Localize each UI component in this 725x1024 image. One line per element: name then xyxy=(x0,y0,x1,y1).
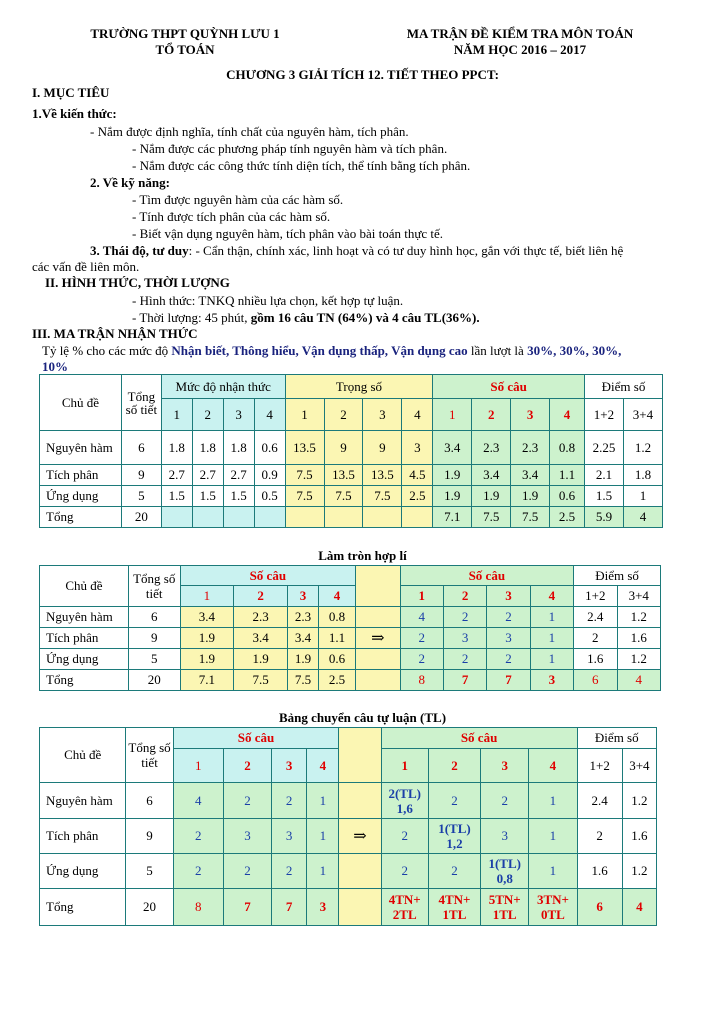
cell: 1.2 xyxy=(622,854,656,889)
department: TỔ TOÁN xyxy=(155,42,215,57)
level-header: 2 xyxy=(428,749,480,783)
table-row xyxy=(40,819,657,854)
cell: 1.9 xyxy=(180,628,234,649)
cell: 2.5 xyxy=(550,507,585,528)
time-prefix: - Thời lượng: 45 phút, xyxy=(132,310,251,325)
col-header-score: Điểm số xyxy=(574,566,661,586)
cell: 7.5 xyxy=(234,670,288,691)
level-header: 1 xyxy=(381,749,428,783)
cell: 7.5 xyxy=(285,465,324,486)
count-header: 4 xyxy=(550,399,585,431)
cell: 2 xyxy=(443,649,486,670)
cell: 4 xyxy=(623,507,662,528)
skill-item: - Biết vận dụng nguyên hàm, tích phân vào bài toán thực tế. xyxy=(132,226,444,241)
cell: 2.25 xyxy=(584,431,623,465)
ratio-levels: Nhận biết, Thông hiểu, Vận dụng thấp, Vận dụng cao xyxy=(171,343,468,358)
cell: 5.9 xyxy=(584,507,623,528)
col-header-count: Số câu xyxy=(173,728,339,749)
cell: 1.9 xyxy=(433,486,472,507)
knowledge-item: - Nắm được các phương pháp tính nguyên hàm và tích phân. xyxy=(132,141,448,156)
col-header-count: Số câu xyxy=(433,375,585,399)
arrow-icon: ⇒ xyxy=(339,819,381,854)
level-header: 3 xyxy=(272,749,307,783)
col-header-topic: Chủ đề xyxy=(40,375,122,431)
document-title: MA TRẬN ĐỀ KIỂM TRA MÔN TOÁN xyxy=(406,26,634,41)
cell: 1.6 xyxy=(577,854,622,889)
cell: 2 xyxy=(577,819,622,854)
col-header-count: Số câu xyxy=(180,566,356,586)
weight-header: 1 xyxy=(285,399,324,431)
cell: 1.2 xyxy=(617,649,661,670)
weight-header: 4 xyxy=(402,399,433,431)
level-header: 4 xyxy=(530,586,573,607)
cell: 7.1 xyxy=(180,670,234,691)
cell: 1.8 xyxy=(623,465,662,486)
cell: 0.9 xyxy=(254,465,285,486)
col-header-levels: Mức độ nhận thức xyxy=(161,375,285,399)
cell: 1.9 xyxy=(511,486,550,507)
cell: 13.5 xyxy=(363,465,402,486)
cell: 1.5 xyxy=(161,486,192,507)
col-header-total: Tổng số tiết xyxy=(121,375,161,431)
cell: 2 xyxy=(400,649,443,670)
cell: 2 xyxy=(173,819,223,854)
col-header-topic: Chủ đề xyxy=(40,728,126,783)
cell: 2 xyxy=(574,628,617,649)
cell: 7.5 xyxy=(472,507,511,528)
skill-item: - Tính được tích phân của các hàm số. xyxy=(132,209,331,224)
cell: 2(TL) 1,6 xyxy=(381,783,428,819)
cell: 1.2 xyxy=(622,783,656,819)
weight-header: 2 xyxy=(324,399,363,431)
cell: 0.6 xyxy=(550,486,585,507)
count-header: 3 xyxy=(511,399,550,431)
cell: 2 xyxy=(381,819,428,854)
level-header: 2 xyxy=(234,586,288,607)
cognitive-matrix-table xyxy=(39,374,663,528)
cell: 3 xyxy=(402,431,433,465)
cell: 1.6 xyxy=(617,628,661,649)
cell: 1 xyxy=(529,854,577,889)
score-header: 1+2 xyxy=(584,399,623,431)
cell: 1.9 xyxy=(234,649,288,670)
cell: 1 xyxy=(529,783,577,819)
attitude-line xyxy=(90,243,623,259)
skill-title: 2. Về kỹ năng: xyxy=(90,175,170,190)
cell: 1 xyxy=(307,854,339,889)
ratio-line xyxy=(42,343,621,359)
cell: 3.4 xyxy=(234,628,288,649)
section-3-title: III. MA TRẬN NHẬN THỨC xyxy=(32,326,198,341)
knowledge-title: 1.Về kiến thức: xyxy=(32,106,117,121)
row-total: 6 xyxy=(126,783,173,819)
cell: 2 xyxy=(223,783,271,819)
cell: 2 xyxy=(223,854,271,889)
cell: 2 xyxy=(272,783,307,819)
col-header-score: Điểm số xyxy=(584,375,662,399)
level-header: 1 xyxy=(180,586,234,607)
form-line: - Hình thức: TNKQ nhiều lựa chọn, kết hợp tự luận. xyxy=(132,293,404,308)
cell: 2 xyxy=(400,628,443,649)
attitude-text: : - Cẩn thận, chính xác, linh hoạt và có tư duy hình học, gắn với thực tế, biết liên hệ xyxy=(188,243,624,258)
cell: 6 xyxy=(574,670,617,691)
cell: 2.3 xyxy=(234,607,288,628)
cell: 8 xyxy=(400,670,443,691)
cell: 2 xyxy=(173,854,223,889)
cell: 1 xyxy=(529,819,577,854)
cell: 1.1 xyxy=(550,465,585,486)
cell: 13.5 xyxy=(324,465,363,486)
cell: 1 xyxy=(623,486,662,507)
cell: 2.5 xyxy=(402,486,433,507)
cell: 3 xyxy=(307,889,339,926)
rounding-table-title: Làm tròn hợp lí xyxy=(318,548,407,563)
level-header: 2 xyxy=(192,399,223,431)
row-total: 20 xyxy=(128,670,180,691)
row-total: 20 xyxy=(121,507,161,528)
cell: 2 xyxy=(428,783,480,819)
cell: 5TN+ 1TL xyxy=(481,889,529,926)
row-topic: Ứng dụng xyxy=(40,854,126,889)
row-topic: Nguyên hàm xyxy=(40,783,126,819)
cell: 2.3 xyxy=(287,607,318,628)
cell: 2 xyxy=(487,649,530,670)
chapter-title: CHƯƠNG 3 GIẢI TÍCH 12. TIẾT THEO PPCT: xyxy=(226,67,499,82)
cell: 7.5 xyxy=(324,486,363,507)
school-year: NĂM HỌC 2016 – 2017 xyxy=(453,42,587,57)
cell: 1 xyxy=(530,607,573,628)
cell: 3 xyxy=(223,819,271,854)
cell: 3 xyxy=(272,819,307,854)
cell: 3.4 xyxy=(472,465,511,486)
table-row xyxy=(40,465,663,486)
cell: 1(TL) 0,8 xyxy=(481,854,529,889)
cell: 4TN+ 1TL xyxy=(428,889,480,926)
section-2-title: II. HÌNH THỨC, THỜI LƯỢNG xyxy=(45,275,230,290)
cell: 0.6 xyxy=(318,649,355,670)
col-header-weight: Trọng số xyxy=(285,375,433,399)
col-header-topic: Chủ đề xyxy=(40,566,129,607)
table-row xyxy=(40,607,661,628)
ratio-values: 30%, 30%, 30%, xyxy=(527,343,622,358)
cell: 1.9 xyxy=(287,649,318,670)
cell: 0.6 xyxy=(254,431,285,465)
cell: 1.5 xyxy=(584,486,623,507)
level-header: 2 xyxy=(443,586,486,607)
level-header: 1 xyxy=(400,586,443,607)
level-header: 3 xyxy=(481,749,529,783)
cell: 1.8 xyxy=(161,431,192,465)
cell: 9 xyxy=(324,431,363,465)
cell: 1.8 xyxy=(192,431,223,465)
ratio-mid: lần lượt là xyxy=(467,343,528,358)
row-total: 5 xyxy=(121,486,161,507)
table-row xyxy=(40,649,661,670)
cell: 1 xyxy=(530,649,573,670)
level-header: 2 xyxy=(223,749,271,783)
cell: 0.5 xyxy=(254,486,285,507)
time-line xyxy=(132,310,480,326)
cell: 2.5 xyxy=(318,670,355,691)
cell: 3.4 xyxy=(287,628,318,649)
cell: 1.2 xyxy=(617,607,661,628)
cell: 2.1 xyxy=(584,465,623,486)
cell: 2.4 xyxy=(577,783,622,819)
table-row-total xyxy=(40,889,657,926)
cell: 2.7 xyxy=(161,465,192,486)
cell: 1.6 xyxy=(574,649,617,670)
cell: 0.8 xyxy=(550,431,585,465)
attitude-label: 3. Thái độ, tư duy xyxy=(90,243,189,258)
row-topic: Tích phân xyxy=(40,465,122,486)
cell: 2.4 xyxy=(574,607,617,628)
cell: 4 xyxy=(173,783,223,819)
skill-item: - Tìm được nguyên hàm của các hàm số. xyxy=(132,192,344,207)
level-header: 3 xyxy=(287,586,318,607)
cell: 6 xyxy=(577,889,622,926)
row-total: 5 xyxy=(126,854,173,889)
row-total: 5 xyxy=(128,649,180,670)
cell: 2 xyxy=(428,854,480,889)
cell: 2 xyxy=(272,854,307,889)
cell: 7 xyxy=(443,670,486,691)
ratio-prefix: Tỷ lệ % cho các mức độ xyxy=(42,343,172,358)
cell: 9 xyxy=(363,431,402,465)
row-topic: Tổng xyxy=(40,670,129,691)
knowledge-item: - Nắm được định nghĩa, tính chất của nguyên hàm, tích phân. xyxy=(90,124,409,139)
cell: 1.2 xyxy=(623,431,662,465)
cell: 1.9 xyxy=(472,486,511,507)
cell: 3.4 xyxy=(433,431,472,465)
cell: 3 xyxy=(481,819,529,854)
cell: 2.3 xyxy=(511,431,550,465)
cell: 1.9 xyxy=(433,465,472,486)
row-topic: Tổng xyxy=(40,507,122,528)
count-header: 1 xyxy=(433,399,472,431)
cell: 1.9 xyxy=(180,649,234,670)
row-total: 9 xyxy=(128,628,180,649)
score-header: 3+4 xyxy=(623,399,662,431)
cell: 7.5 xyxy=(287,670,318,691)
row-total: 20 xyxy=(126,889,173,926)
col-header-count-converted: Số câu xyxy=(381,728,577,749)
cell: 2.3 xyxy=(472,431,511,465)
cell: 7.5 xyxy=(511,507,550,528)
time-bold: gồm 16 câu TN (64%) và 4 câu TL(36%). xyxy=(250,310,480,325)
cell: 2 xyxy=(443,607,486,628)
col-header-total: Tổng số tiết xyxy=(128,566,180,607)
ratio-last: 10% xyxy=(42,359,68,374)
cell: 1(TL) 1,2 xyxy=(428,819,480,854)
level-header: 1 xyxy=(161,399,192,431)
cell: 8 xyxy=(173,889,223,926)
knowledge-item: - Nắm được các công thức tính diện tích, thể tính bằng tích phân. xyxy=(132,158,471,173)
cell: 1 xyxy=(307,819,339,854)
cell: 3 xyxy=(530,670,573,691)
row-topic: Ứng dụng xyxy=(40,649,129,670)
table-row-total xyxy=(40,507,663,528)
row-topic: Tích phân xyxy=(40,628,129,649)
col-header-total: Tổng số tiết xyxy=(126,728,173,783)
cell: 7.5 xyxy=(363,486,402,507)
cell: 1.8 xyxy=(223,431,254,465)
cell: 2 xyxy=(481,783,529,819)
cell: 4TN+ 2TL xyxy=(381,889,428,926)
cell: 2.7 xyxy=(192,465,223,486)
table-row-total xyxy=(40,670,661,691)
arrow-icon: ⇒ xyxy=(356,628,400,649)
attitude-continued: các vấn đề liên môn. xyxy=(32,259,140,274)
cell: 3.4 xyxy=(180,607,234,628)
cell: 4 xyxy=(400,607,443,628)
col-header-score: Điểm số xyxy=(577,728,656,749)
table-row xyxy=(40,628,661,649)
level-header: 4 xyxy=(529,749,577,783)
cell: 1.5 xyxy=(192,486,223,507)
cell: 3 xyxy=(487,628,530,649)
cell: 3.4 xyxy=(511,465,550,486)
table-row xyxy=(40,783,657,819)
row-total: 9 xyxy=(121,465,161,486)
level-header: 4 xyxy=(254,399,285,431)
row-topic: Ứng dụng xyxy=(40,486,122,507)
level-header: 3 xyxy=(487,586,530,607)
cell: 4 xyxy=(617,670,661,691)
cell: 2 xyxy=(487,607,530,628)
row-total: 6 xyxy=(121,431,161,465)
row-topic: Tổng xyxy=(40,889,126,926)
table-row xyxy=(40,431,663,465)
count-header: 2 xyxy=(472,399,511,431)
cell: 3TN+ 0TL xyxy=(529,889,577,926)
level-header: 3 xyxy=(223,399,254,431)
score-header: 3+4 xyxy=(622,749,656,783)
cell: 1.1 xyxy=(318,628,355,649)
row-total: 9 xyxy=(126,819,173,854)
table-row xyxy=(40,486,663,507)
cell: 1.6 xyxy=(622,819,656,854)
cell: 7.1 xyxy=(433,507,472,528)
row-total: 6 xyxy=(128,607,180,628)
cell: 7 xyxy=(487,670,530,691)
col-header-count-rounded: Số câu xyxy=(400,566,574,586)
cell: 0.8 xyxy=(318,607,355,628)
level-header: 1 xyxy=(173,749,223,783)
row-topic: Nguyên hàm xyxy=(40,431,122,465)
table-row xyxy=(40,854,657,889)
score-header: 1+2 xyxy=(577,749,622,783)
level-header: 4 xyxy=(307,749,339,783)
cell: 4 xyxy=(622,889,656,926)
cell: 13.5 xyxy=(285,431,324,465)
essay-table-title: Bảng chuyển câu tự luận (TL) xyxy=(278,710,447,725)
weight-header: 3 xyxy=(363,399,402,431)
score-header: 3+4 xyxy=(617,586,661,607)
section-1-title: I. MỤC TIÊU xyxy=(32,85,110,100)
rounding-table xyxy=(39,565,661,691)
essay-conversion-table xyxy=(39,727,657,926)
cell: 4.5 xyxy=(402,465,433,486)
cell: 2 xyxy=(381,854,428,889)
level-header: 4 xyxy=(318,586,355,607)
cell: 7.5 xyxy=(285,486,324,507)
row-topic: Nguyên hàm xyxy=(40,607,129,628)
row-topic: Tích phân xyxy=(40,819,126,854)
cell: 1.5 xyxy=(223,486,254,507)
cell: 7 xyxy=(272,889,307,926)
cell: 1 xyxy=(530,628,573,649)
cell: 7 xyxy=(223,889,271,926)
score-header: 1+2 xyxy=(574,586,617,607)
cell: 3 xyxy=(443,628,486,649)
cell: 2.7 xyxy=(223,465,254,486)
cell: 1 xyxy=(307,783,339,819)
school-name: TRƯỜNG THPT QUỲNH LƯU 1 xyxy=(90,26,280,41)
